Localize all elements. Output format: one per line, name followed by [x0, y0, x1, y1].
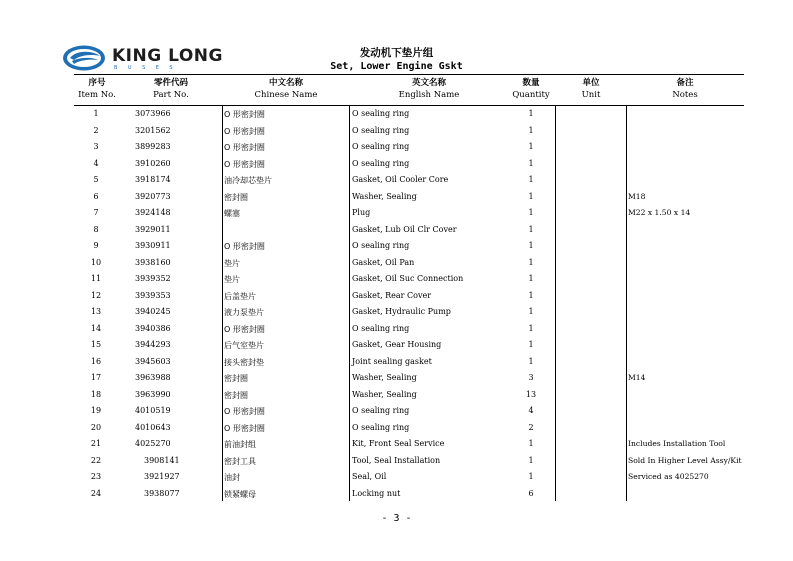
item-no-cell: 17: [90, 373, 102, 382]
chinese-name-cell: O 形密封圈: [224, 143, 265, 152]
part-no-cell: 3930911: [135, 241, 171, 250]
quantity-cell: 1: [528, 158, 534, 168]
english-name-cell: O sealing ring: [352, 241, 410, 250]
english-name-cell: O sealing ring: [352, 109, 410, 118]
column-header-unit: 单位 Unit: [581, 78, 601, 100]
notes-cell: M18: [628, 191, 646, 201]
part-no-cell: 3924148: [135, 208, 171, 217]
column-header-item-no: 序号 Item No.: [78, 78, 116, 100]
table-row: [74, 271, 744, 288]
chinese-name-cell: 后气室垫片: [224, 341, 264, 350]
notes-cell: M14: [628, 373, 646, 382]
column-header-chinese-name: 中文名称 Chinese Name: [254, 78, 318, 100]
table-row: [74, 189, 744, 206]
quantity-cell: 1: [528, 439, 534, 448]
chinese-name-cell: O 形密封圈: [224, 242, 265, 251]
logo-brand-name: KING LONG: [112, 46, 223, 66]
part-no-cell: 3944293: [135, 340, 171, 349]
english-name-cell: Gasket, Hydraulic Pump: [352, 307, 451, 316]
table-row: [74, 288, 744, 305]
table-row: [74, 205, 744, 222]
english-name-cell: Washer, Sealing: [352, 191, 417, 201]
chinese-name-cell: 垫片: [224, 275, 240, 284]
quantity-cell: 4: [528, 406, 534, 415]
table-row: [74, 436, 744, 453]
part-no-cell: 3201562: [135, 125, 171, 135]
quantity-cell: 1: [528, 142, 534, 151]
item-no-cell: 11: [90, 274, 102, 283]
item-no-cell: 10: [90, 257, 102, 267]
chinese-name-cell: 密封圈: [224, 192, 248, 202]
item-no-cell: 9: [93, 241, 99, 250]
english-name-cell: Gasket, Oil Cooler Core: [352, 175, 449, 184]
quantity-cell: 1: [528, 274, 534, 283]
chinese-name-cell: 接头密封垫: [224, 357, 264, 367]
chinese-name-cell: O 形密封圈: [224, 324, 265, 334]
header-top-rule: [74, 74, 744, 75]
quantity-cell: 3: [528, 373, 534, 382]
item-no-cell: 5: [93, 175, 99, 184]
quantity-cell: 1: [528, 109, 534, 118]
part-no-cell: 3910260: [135, 158, 171, 168]
quantity-cell: 13: [525, 389, 537, 399]
item-no-cell: 15: [90, 340, 102, 349]
item-no-cell: 20: [90, 422, 102, 432]
quantity-cell: 1: [528, 307, 534, 316]
table-row: [74, 321, 744, 338]
english-name-cell: Gasket, Oil Pan: [352, 257, 415, 267]
chinese-name-cell: 液力泵垫片: [224, 308, 264, 317]
table-row: [74, 337, 744, 354]
table-row: [74, 387, 744, 404]
quantity-cell: 2: [528, 422, 534, 432]
english-name-cell: Gasket, Lub Oil Clr Cover: [352, 224, 457, 234]
english-name-cell: O sealing ring: [352, 323, 410, 333]
part-no-cell: 3899283: [135, 142, 171, 151]
chinese-name-cell: 密封工具: [224, 456, 256, 466]
quantity-cell: 1: [528, 290, 534, 300]
chinese-name-cell: O 形密封圈: [224, 423, 265, 433]
english-name-cell: Washer, Sealing: [352, 373, 417, 382]
item-no-cell: 23: [90, 472, 102, 481]
english-name-cell: O sealing ring: [352, 422, 410, 432]
quantity-cell: 6: [528, 488, 534, 498]
item-no-cell: 12: [90, 290, 102, 300]
item-no-cell: 2: [93, 125, 99, 135]
quantity-cell: 1: [528, 191, 534, 201]
english-name-cell: Tool, Seal Installation: [352, 455, 441, 465]
table-row: [74, 238, 744, 255]
item-no-cell: 1: [93, 109, 99, 118]
column-header-notes: 备注 Notes: [672, 78, 698, 100]
part-no-cell: 3940245: [135, 307, 171, 316]
part-no-cell: 3938160: [135, 257, 171, 267]
part-no-cell: 3920773: [135, 191, 171, 201]
english-name-cell: Washer, Sealing: [352, 389, 417, 399]
item-no-cell: 7: [93, 208, 99, 217]
chinese-name-cell: 密封圈: [224, 390, 248, 400]
part-no-cell: 3918174: [135, 175, 171, 184]
part-no-cell: 3908141: [144, 455, 180, 465]
part-no-cell: 3939353: [135, 290, 171, 300]
column-header-part-no: 零件代码 Part No.: [153, 78, 189, 100]
quantity-cell: 1: [528, 323, 534, 333]
quantity-cell: 1: [528, 455, 534, 465]
quantity-cell: 1: [528, 175, 534, 184]
notes-cell: Sold In Higher Level Assy/Kit: [628, 455, 742, 465]
notes-cell: Serviced as 4025270: [628, 472, 709, 481]
table-row: [74, 255, 744, 272]
chinese-name-cell: 垫片: [224, 258, 240, 268]
english-name-cell: O sealing ring: [352, 158, 410, 168]
quantity-cell: 1: [528, 472, 534, 481]
chinese-name-cell: 后盖垫片: [224, 291, 256, 301]
quantity-cell: 1: [528, 224, 534, 234]
table-row: [74, 370, 744, 387]
item-no-cell: 8: [93, 224, 99, 234]
quantity-cell: 1: [528, 208, 534, 217]
english-name-cell: Joint sealing gasket: [352, 356, 432, 366]
english-name-cell: O sealing ring: [352, 142, 410, 151]
part-no-cell: 3963988: [135, 373, 171, 382]
item-no-cell: 6: [93, 191, 99, 201]
table-row: [74, 156, 744, 173]
chinese-name-cell: 锁紧螺母: [224, 489, 256, 499]
part-no-cell: 3945603: [135, 356, 171, 366]
table-row: [74, 123, 744, 140]
table-row: [74, 139, 744, 156]
logo-brand-sub: BUSES: [114, 65, 184, 71]
table-row: [74, 453, 744, 470]
chinese-name-cell: O 形密封圈: [224, 110, 265, 119]
table-row: [74, 106, 744, 123]
part-no-cell: 3963990: [135, 389, 171, 399]
part-no-cell: 3929011: [135, 224, 171, 234]
english-name-cell: Seal, Oil: [352, 472, 387, 481]
table-row: [74, 304, 744, 321]
table-row: [74, 403, 744, 420]
english-name-cell: Locking nut: [352, 488, 401, 498]
quantity-cell: 1: [528, 241, 534, 250]
document-title-cn: 发动机下垫片组: [359, 47, 434, 59]
notes-cell: M22 x 1.50 x 14: [628, 208, 691, 217]
item-no-cell: 22: [90, 455, 102, 465]
document-title-en: Set, Lower Engine Gskt: [330, 61, 463, 72]
item-no-cell: 24: [90, 488, 102, 498]
part-no-cell: 3921927: [144, 472, 180, 481]
chinese-name-cell: 前油封组: [224, 440, 256, 449]
item-no-cell: 4: [93, 158, 99, 168]
column-header-english-name: 英文名称 English Name: [398, 78, 460, 100]
item-no-cell: 19: [90, 406, 102, 415]
table-row: [74, 486, 744, 503]
chinese-name-cell: 油冷却芯垫片: [224, 176, 272, 185]
item-no-cell: 16: [90, 356, 102, 366]
quantity-cell: 1: [528, 125, 534, 135]
part-no-cell: 4010519: [135, 406, 171, 415]
chinese-name-cell: 密封圈: [224, 374, 248, 383]
quantity-cell: 1: [528, 356, 534, 366]
item-no-cell: 3: [93, 142, 99, 151]
part-no-cell: 4010643: [135, 422, 171, 432]
page-number: - 3 -: [381, 513, 412, 524]
table-row: [74, 172, 744, 189]
table-row: [74, 469, 744, 486]
table-row: [74, 420, 744, 437]
item-no-cell: 21: [90, 439, 102, 448]
quantity-cell: 1: [528, 257, 534, 267]
part-no-cell: 3938077: [144, 488, 180, 498]
notes-cell: Includes Installation Tool: [628, 439, 726, 448]
chinese-name-cell: O 形密封圈: [224, 407, 265, 416]
chinese-name-cell: O 形密封圈: [224, 159, 265, 169]
chinese-name-cell: O 形密封圈: [224, 126, 265, 136]
part-no-cell: 3073966: [135, 109, 171, 118]
chinese-name-cell: 油封: [224, 473, 240, 482]
english-name-cell: Gasket, Oil Suc Connection: [352, 274, 464, 283]
part-no-cell: 3940386: [135, 323, 171, 333]
english-name-cell: Gasket, Rear Cover: [352, 290, 432, 300]
english-name-cell: Kit, Front Seal Service: [352, 439, 445, 448]
chinese-name-cell: 螺塞: [224, 209, 240, 218]
english-name-cell: Plug: [352, 208, 371, 217]
item-no-cell: 18: [90, 389, 102, 399]
table-row: [74, 354, 744, 371]
table-row: [74, 222, 744, 239]
part-no-cell: 3939352: [135, 274, 171, 283]
part-no-cell: 4025270: [135, 439, 171, 448]
quantity-cell: 1: [528, 340, 534, 349]
english-name-cell: O sealing ring: [352, 406, 410, 415]
column-header-quantity: 数量 Quantity: [512, 78, 550, 100]
english-name-cell: Gasket, Gear Housing: [352, 340, 442, 349]
item-no-cell: 13: [90, 307, 102, 316]
item-no-cell: 14: [90, 323, 102, 333]
english-name-cell: O sealing ring: [352, 125, 410, 135]
